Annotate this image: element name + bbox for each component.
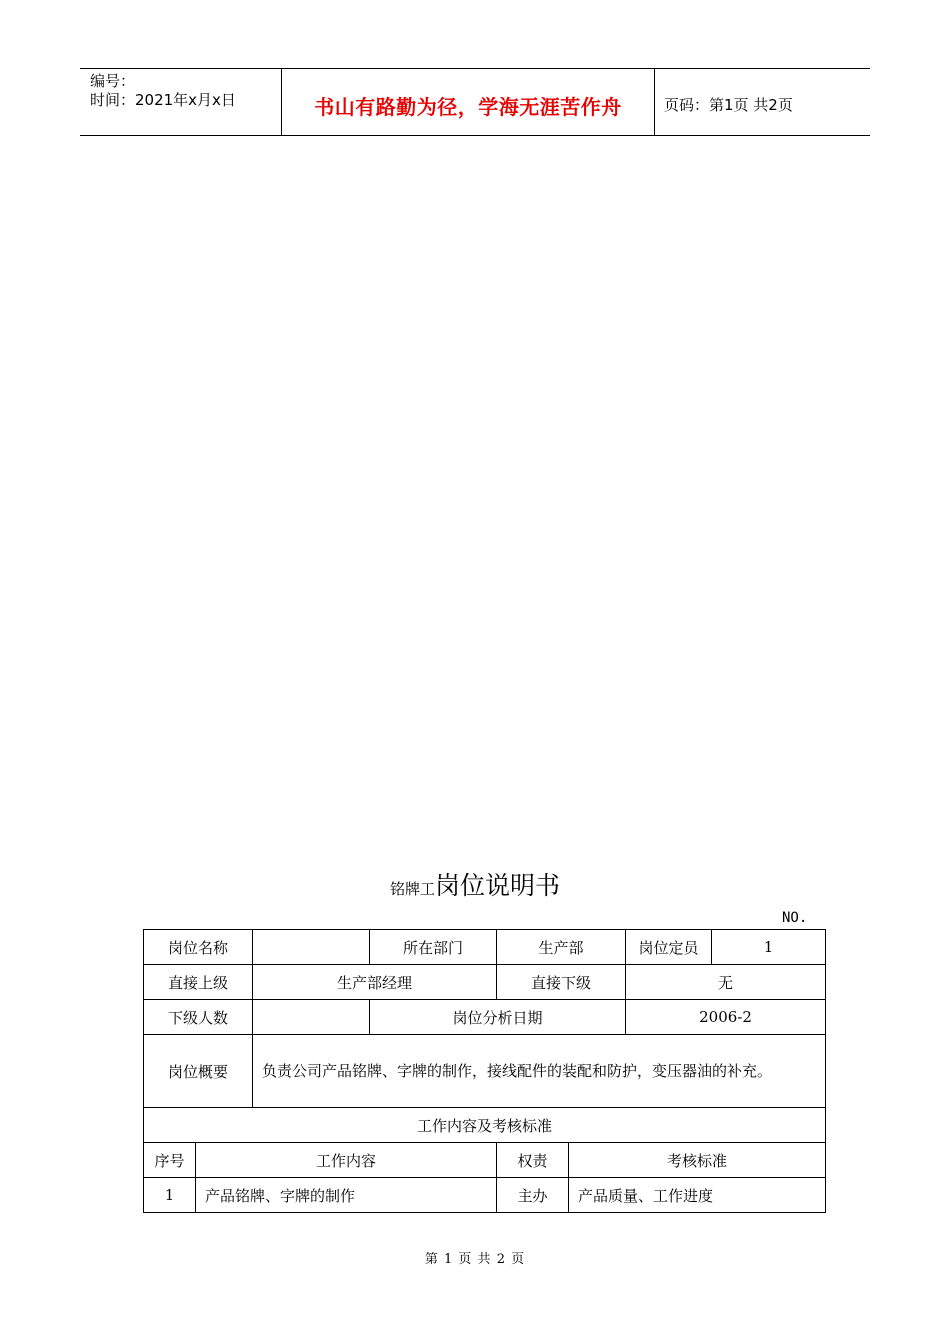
cell-number: 1 [144,1178,196,1213]
header-meta [90,72,236,110]
page-footer: 第 1 页 共 2 页 [424,1252,526,1267]
column-header: 考核标准 [569,1143,826,1178]
table-row [144,1000,826,1035]
cell-value: 2006-2 [626,1000,826,1035]
cell-label: 岗位定员 [626,930,712,965]
cell-value [253,1000,370,1035]
page-header [80,68,870,136]
column-header: 序号 [144,1143,196,1178]
cell-value: 生产部 [497,930,626,965]
header-page-info: 页码：第1页 共2页 [664,96,793,114]
table-row [144,1108,826,1143]
cell-label: 所在部门 [370,930,497,965]
cell-standard: 产品质量、工作进度 [569,1178,826,1213]
column-header: 权责 [497,1143,569,1178]
cell-content: 产品铭牌、字牌的制作 [196,1178,497,1213]
cell-value: 无 [626,965,826,1000]
column-header: 工作内容 [196,1143,497,1178]
header-divider [654,69,655,135]
cell-role: 主办 [497,1178,569,1213]
table-row [144,965,826,1000]
cell-label: 下级人数 [144,1000,253,1035]
cell-label: 岗位概要 [144,1035,253,1108]
header-motto: 书山有路勤为径，学海无涯苦作舟 [314,95,622,119]
document-time-label: 时间：2021年x月x日 [90,91,236,109]
table-row [144,1035,826,1108]
cell-value [253,930,370,965]
cell-label: 岗位分析日期 [370,1000,626,1035]
cell-value: 生产部经理 [253,965,497,1000]
title-main: 岗位说明书 [435,871,561,900]
cell-label: 直接上级 [144,965,253,1000]
document-title [0,866,950,902]
job-summary-text: 负责公司产品铭牌、字牌的制作，接线配件的装配和防护，变压器油的补充。 [253,1035,826,1108]
cell-label: 岗位名称 [144,930,253,965]
job-description-table [143,929,826,1213]
title-prefix: 铭牌工 [389,880,435,898]
section-title: 工作内容及考核标准 [144,1108,826,1143]
table-row [144,1178,826,1213]
table-row [144,930,826,965]
cell-label: 直接下级 [497,965,626,1000]
table-header-row [144,1143,826,1178]
document-number-label: 编号： [90,72,136,90]
cell-value: 1 [712,930,826,965]
document-no-label: NO. [782,910,808,926]
